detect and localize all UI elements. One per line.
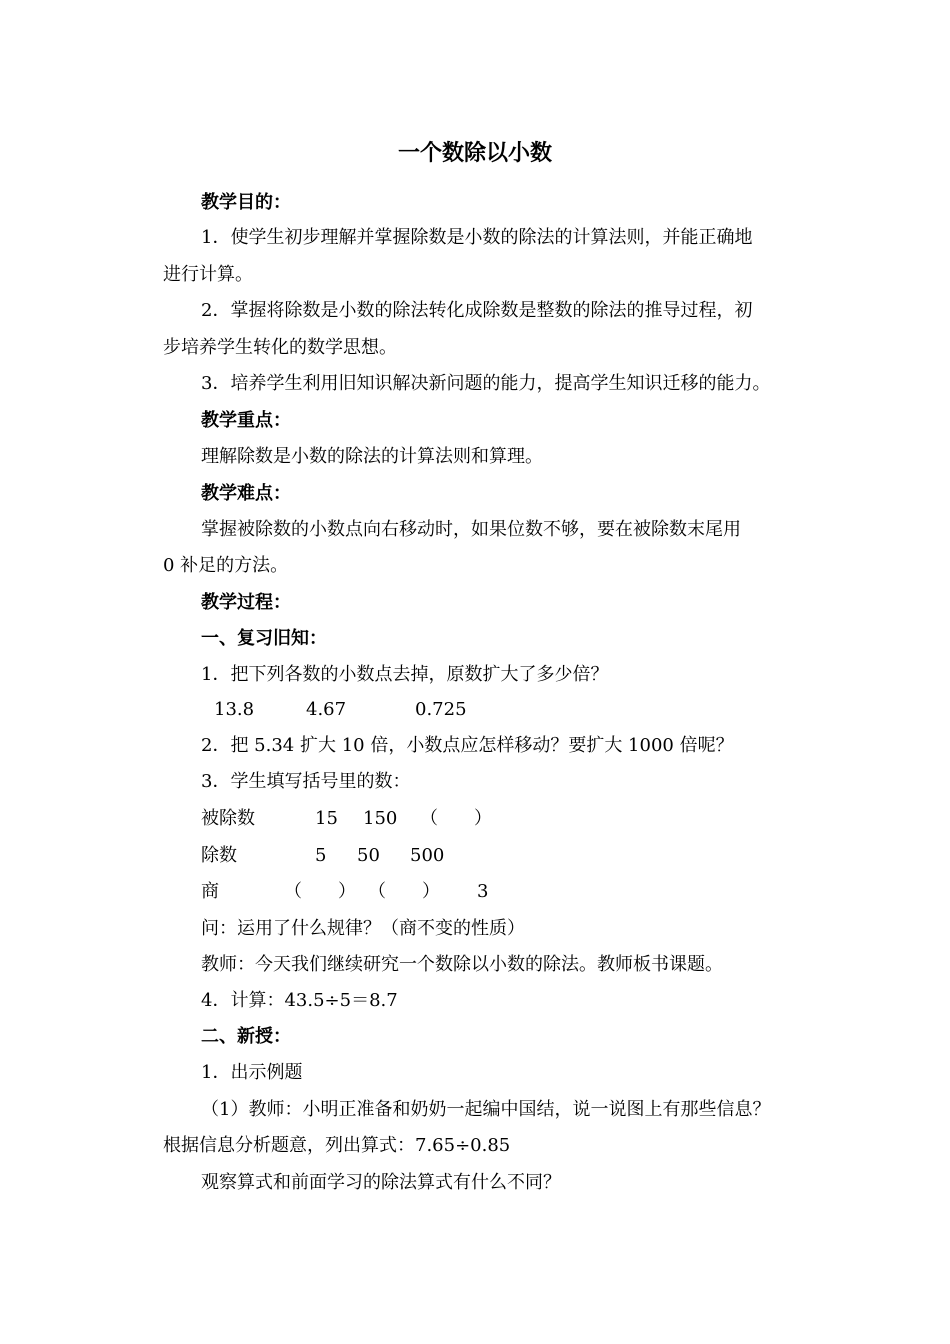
new-lesson-sub-1-line-1: （1）教师：小明正准备和奶奶一起编中国结，说一说图上有那些信息？ [201, 1099, 771, 1120]
table-cell: 3 [477, 881, 489, 902]
process-heading: 教学过程： [201, 592, 291, 613]
key-point-text: 理解除数是小数的除法的计算法则和算理。 [201, 446, 543, 467]
rule-question: 问：运用了什么规律？（商不变的性质） [201, 918, 525, 939]
difficulty-heading: 教学难点： [201, 483, 291, 504]
table-cell: 15 [315, 808, 338, 829]
teacher-intro: 教师：今天我们继续研究一个数除以小数的除法。教师板书课题。 [201, 954, 723, 975]
table-cell: 50 [357, 845, 380, 866]
review-question-2: 2．把 5.34 扩大 10 倍，小数点应怎样移动？要扩大 1000 倍呢？ [201, 735, 734, 756]
table-cell: 150 [363, 808, 398, 829]
objective-3: 3．培养学生利用旧知识解决新问题的能力，提高学生知识迁移的能力。 [201, 373, 771, 394]
table-row-dividend-label: 被除数 [201, 808, 255, 829]
observe-question: 观察算式和前面学习的除法算式有什么不同？ [201, 1172, 561, 1193]
table-cell: 500 [410, 845, 445, 866]
objectives-heading: 教学目的： [201, 192, 291, 213]
number-1: 13.8 [214, 699, 255, 720]
objective-1-line-1: 1．使学生初步理解并掌握除数是小数的除法的计算法则，并能正确地 [201, 227, 753, 248]
new-lesson-item-1: 1．出示例题 [201, 1062, 303, 1083]
difficulty-line-1: 掌握被除数的小数点向右移动时，如果位数不够，要在被除数末尾用 [201, 519, 741, 540]
table-row-quotient-label: 商 [201, 881, 219, 902]
review-heading: 一、复习旧知： [201, 628, 327, 649]
page-title: 一个数除以小数 [397, 140, 552, 166]
number-3: 0.725 [415, 699, 467, 720]
difficulty-line-2: 0 补足的方法。 [163, 555, 289, 576]
key-point-heading: 教学重点： [201, 410, 291, 431]
objective-2-line-1: 2．掌握将除数是小数的除法转化成除数是整数的除法的推导过程，初 [201, 300, 753, 321]
new-lesson-sub-1-line-2: 根据信息分析题意，列出算式：7.65÷0.85 [163, 1135, 511, 1156]
review-question-1: 1．把下列各数的小数点去掉，原数扩大了多少倍？ [201, 664, 609, 685]
objective-2-line-2: 步培养学生转化的数学思想。 [163, 337, 397, 358]
review-question-4: 4．计算：43.5÷5＝8.7 [201, 990, 398, 1011]
new-lesson-heading: 二、新授： [201, 1026, 291, 1047]
table-cell: （ ） [284, 881, 356, 902]
table-cell: （ ） [420, 808, 492, 829]
table-cell: （ ） [368, 881, 440, 902]
objective-1-line-2: 进行计算。 [163, 264, 253, 285]
number-2: 4.67 [306, 699, 347, 720]
review-question-3: 3．学生填写括号里的数： [201, 771, 411, 792]
table-row-divisor-label: 除数 [201, 845, 237, 866]
table-cell: 5 [315, 845, 327, 866]
